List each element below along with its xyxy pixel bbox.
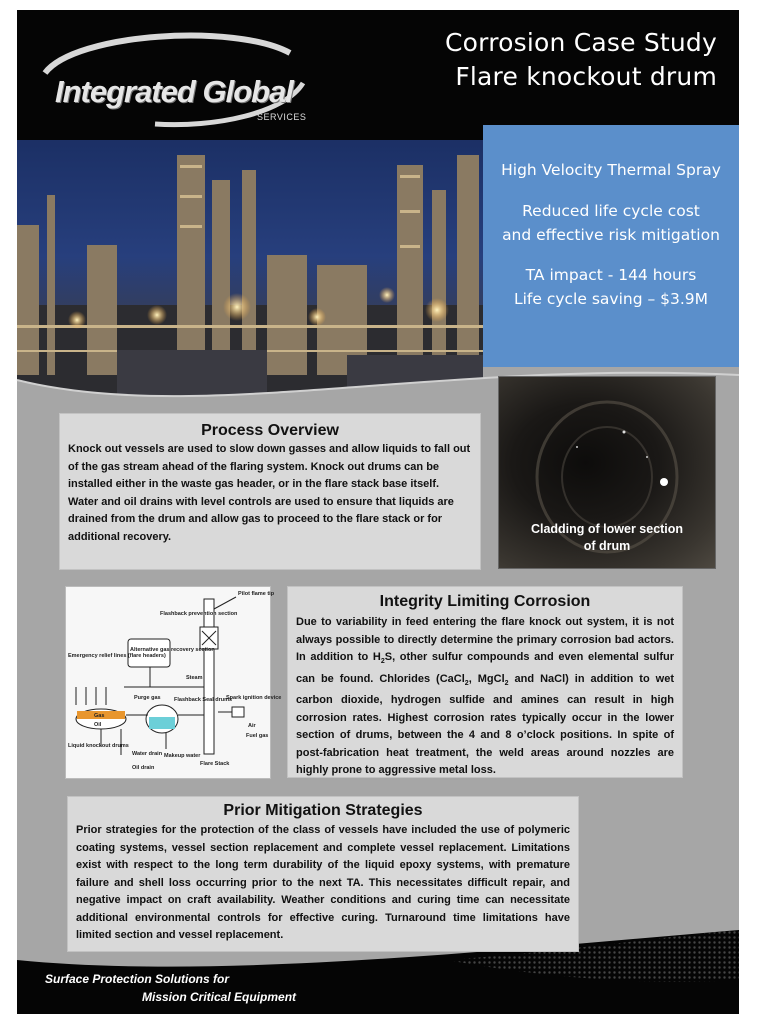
integrity-text-part-c: , MgCl bbox=[468, 672, 505, 685]
label-fuel: Fuel gas bbox=[246, 733, 269, 739]
integrity-text-part-b: S, other sulfur compounds and even elemental sulfur can be found. Chlorides (CaCl bbox=[296, 651, 674, 685]
page-title bbox=[445, 26, 717, 94]
label-purge: Purge gas bbox=[134, 695, 161, 701]
label-stack: Flare Stack bbox=[200, 761, 230, 767]
logo-wordmark: Integrated Global bbox=[55, 74, 293, 109]
integrity-text bbox=[288, 611, 682, 780]
integrity-corrosion-box bbox=[287, 586, 683, 778]
label-air: Air bbox=[248, 723, 256, 729]
highlights-panel bbox=[483, 125, 739, 367]
label-oil: Oil bbox=[94, 722, 102, 728]
prior-mitigation-text: Prior strategies for the protection of the class of vessels have included the use of polymeric coating systems, vessel section replacement and complete vessel replacement. Limitations exist with respect to the long term durability of the liquid epoxy systems, with premature failure and shell loss occurring prior to the next TA. This necessitates difficult repair, and negative impact on craft availability. Weather conditions and curing time can necessitate additional environmental controls for effective curing. Turnaround time limitations have limited section and vessel replacement. bbox=[76, 824, 570, 941]
highlight-benefit bbox=[483, 199, 739, 247]
subscript-h2s: 2 bbox=[380, 658, 385, 666]
highlight-line-2: Reduced life cycle cost bbox=[522, 202, 700, 220]
header-band bbox=[17, 10, 739, 140]
caption-line-2: of drum bbox=[583, 539, 631, 553]
highlight-impact bbox=[483, 263, 739, 311]
title-line-1: Corrosion Case Study bbox=[445, 28, 717, 57]
highlight-line-4: TA impact - 144 hours bbox=[525, 266, 697, 284]
label-gas: Gas bbox=[94, 713, 105, 719]
subscript-mgcl2: 2 bbox=[504, 679, 509, 687]
highlight-line-5: Life cycle saving – $3.9M bbox=[513, 290, 709, 308]
label-steam: Steam bbox=[186, 675, 203, 681]
integrity-text-part-d: and NaCl) in addition to wet carbon dioxide, hydrogen sulfide and amines can result in high corrosion rates. Highest corrosion rates typically occur in the lower section of drums, between the 4 and 8 o’clock positions. In spite of post-fabrication heat treatment, the weld areas around nozzles are highly prone to aggressive metal loss. bbox=[296, 672, 675, 777]
prior-mitigation-heading: Prior Mitigation Strategies bbox=[223, 802, 423, 819]
company-logo bbox=[35, 28, 315, 128]
label-spark: Spark ignition device bbox=[226, 695, 282, 701]
subscript-cacl2: 2 bbox=[464, 679, 469, 687]
label-water-drain: Water drain bbox=[132, 751, 163, 757]
process-overview-heading: Process Overview bbox=[201, 422, 339, 439]
label-seal: Flashback Seal drums bbox=[174, 697, 233, 703]
case-study-page bbox=[17, 10, 739, 1014]
label-emergency: Emergency relief lines (flare headers) bbox=[68, 653, 166, 659]
label-oil-drain: Oil drain bbox=[132, 765, 155, 771]
prior-mitigation-box bbox=[67, 796, 579, 952]
flare-system-diagram bbox=[65, 586, 282, 779]
label-makeup: Makeup water bbox=[164, 753, 201, 759]
drum-cladding-photo bbox=[498, 376, 716, 569]
label-flashback: Flashback prevention section bbox=[160, 611, 238, 617]
footer-tagline-line-2: Mission Critical Equipment bbox=[142, 990, 297, 1004]
highlight-method: High Velocity Thermal Spray bbox=[501, 161, 721, 179]
logo-subtitle: SERVICES bbox=[257, 112, 307, 122]
title-line-2: Flare knockout drum bbox=[455, 62, 717, 91]
process-overview-box bbox=[59, 413, 481, 570]
label-alt-recovery: Alternative gas recovery section bbox=[130, 647, 215, 653]
process-overview-text: Knock out vessels are used to slow down gasses and allow liquids to fall out of the gas stream ahead of the flaring system. Knock out drums can be installed either in the waste gas header, or in the flare stack base itself. Water and oil drains with level controls are used to ensure that liquids are drained from the drum and allow gas to proceed to the flare stack or for additional recovery. bbox=[68, 443, 471, 543]
highlight-line-3: and effective risk mitigation bbox=[502, 226, 720, 244]
integrity-heading: Integrity Limiting Corrosion bbox=[379, 593, 591, 610]
label-liquid: Liquid knockout drums bbox=[68, 743, 129, 749]
footer-tagline-line-1: Surface Protection Solutions for bbox=[45, 972, 230, 986]
integrity-text-part-a: Due to variability in feed entering the flare knock out system, it is not always possible to directly determine the primary corrosion bad actors. In addition to H bbox=[296, 616, 674, 663]
label-pilot: Pilot flame tip bbox=[238, 591, 275, 597]
caption-line-1: Cladding of lower section bbox=[530, 522, 684, 536]
drum-photo-caption bbox=[499, 521, 715, 555]
